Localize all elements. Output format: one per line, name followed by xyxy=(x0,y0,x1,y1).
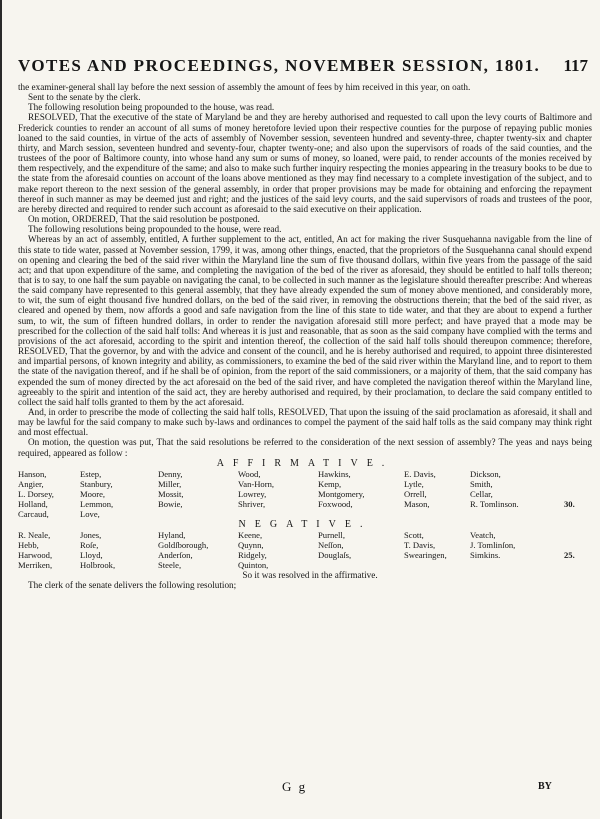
paragraph: Whereas by an act of assembly, entitled, A further supplement to the act, entitled, An act for making the river Susquehanna navigable from the line of this state to tide water, passed at November session, 1799, it was, among other things, enacted, that the proprietors of the Susquehanna canal should expend on opening and clearing the bed of the said river within the Maryland line the sum of five thousand dollars, within five years from the passage of the said act; and that upon expenditure of the same, and completing the navigation of the bed of the river as aforesaid, they should be entitled to half tolls thereon; that is to say, to one half the sum payable on navigating the canal, to be collected in such manner as the legislature should thereafter prescribe: And whereas the said company have represented to this general assembly, that they have already expended the sum of money above mentioned, and considerably more, to wit, the sum of eight thousand five hundred dollars, on the bed of the said river, in removing the obstructions therein; that the bed of the said river, as cleared and opened by them, now affords a good and safe navigation from the line of this state to tide water, and that they are about to expend a further sum, to wit, the sum of fifteen hundred dollars, in order to render the navigation aforesaid still more perfect; and have prayed that a mode may be prescribed for the collection of the said half tolls: And whereas it is just and reasonable, that as soon as the said company have complied with the terms and provisions of the act aforesaid, according to the spirit and intention thereof, the collection of the said half tolls should thereupon commence; therefore, RESOLVED, That the governor, by and with the advice and consent of the council, and he is hereby authorised and required, to appoint three disinterested and impartial persons, of known integrity and ability, as commissioners, to examine the bed of the said river within the Maryland line, and to report to them the state of the navigation thereof, and if he shall be of opinion, from the report of the said commissioners, or a majority of them, that the said company has expended the sum of money directed by the act aforesaid on the bed of the said river, and have completed the navigation thereof within the Maryland line, agreeably to the spirit and intention of the said act, they are hereby authorised and required, by their proclamation, to declare the said company entitled to collect the said half tolls granted to them by the act aforesaid. xyxy=(18,234,592,407)
affirmative-heading: AFFIRMATIVE. xyxy=(216,457,394,469)
member-name: Goldſborough, xyxy=(158,540,209,551)
member-name: Anderſon, xyxy=(158,550,193,561)
member-name: Simkins. xyxy=(470,550,501,561)
member-name: Montgomery, xyxy=(318,488,365,499)
member-name: Ridgely, xyxy=(238,550,267,561)
member-name: Mason, xyxy=(404,498,430,509)
paragraph: The following resolution being propounded to the house, was read. xyxy=(28,102,275,113)
member-name: Holland, xyxy=(18,498,48,509)
vote-row xyxy=(18,530,592,540)
member-name: L. Dorsey, xyxy=(18,488,54,499)
member-name: Shriver, xyxy=(238,498,266,509)
vote-tally xyxy=(564,509,592,519)
member-name: Hanson, xyxy=(18,468,47,479)
member-name: Purnell, xyxy=(318,530,345,541)
member-name: Jones, xyxy=(80,530,102,541)
member-name: Van-Horn, xyxy=(238,478,275,489)
page-title: VOTES AND PROCEEDINGS, NOVEMBER SESSION, 1801. xyxy=(18,56,541,75)
catchword: BY xyxy=(538,781,552,792)
member-name: Wood, xyxy=(238,468,261,479)
member-name: J. Tomlinſon, xyxy=(470,540,516,551)
vote-tally xyxy=(564,479,592,489)
vote-tally: 25. xyxy=(564,550,575,561)
vote-row xyxy=(18,550,592,560)
member-name: Miller, xyxy=(158,478,182,489)
paragraph: And, in order to prescribe the mode of collecting the said half tolls, RESOLVED, That upon the issuing of the said proclamation as aforesaid, it shall and may be lawful for the said company to make such by-laws and ordinances to compel the payment of the said half tolls as the said company may think right and most effectual. xyxy=(18,407,592,438)
member-name: Scott, xyxy=(404,530,424,541)
negative-vote-table xyxy=(18,530,592,570)
member-name: Lytle, xyxy=(404,478,424,489)
vote-row xyxy=(18,560,592,570)
paragraph: On motion, ORDERED, That the said resolution be postponed. xyxy=(28,214,260,225)
member-name: Roſe, xyxy=(80,540,99,551)
paragraph: Sent to the senate by the clerk. xyxy=(28,92,141,103)
vote-tally xyxy=(564,560,592,570)
paragraph: The following resolutions being propounded to the house, were read. xyxy=(28,224,282,235)
vote-row xyxy=(18,509,592,519)
member-name: Douglaſs, xyxy=(318,550,352,561)
member-name: Smith, xyxy=(470,478,493,489)
vote-tally xyxy=(564,530,592,540)
member-name: Angier, xyxy=(18,478,44,489)
member-name: Holbrook, xyxy=(80,560,116,571)
member-name: E. Davis, xyxy=(404,468,436,479)
member-name: Orrell, xyxy=(404,488,427,499)
member-name: Neſſon, xyxy=(318,540,344,551)
page-number: 117 xyxy=(563,56,588,75)
body-text xyxy=(18,82,592,590)
vote-tally: 30. xyxy=(564,498,575,509)
signature-mark: G g xyxy=(282,779,308,794)
member-name: R. Tomlinson. xyxy=(470,498,519,509)
vote-row xyxy=(18,499,592,509)
member-name: Carcaud, xyxy=(18,508,49,519)
vote-row xyxy=(18,540,592,550)
member-name: Lloyd, xyxy=(80,550,103,561)
member-name: Dickson, xyxy=(470,468,501,479)
member-name: Bowie, xyxy=(158,498,183,509)
member-name xyxy=(318,509,404,519)
member-name xyxy=(404,560,470,570)
member-name xyxy=(158,509,238,519)
affirmative-vote-table xyxy=(18,469,592,519)
member-name xyxy=(470,560,564,570)
member-name: Quinton, xyxy=(238,560,269,571)
member-name: Hyland, xyxy=(158,530,186,541)
member-name: Moore, xyxy=(80,488,106,499)
negative-heading: NEGATIVE. xyxy=(238,518,372,530)
member-name xyxy=(238,509,318,519)
member-name: Veatch, xyxy=(470,530,496,541)
vote-tally xyxy=(564,540,592,550)
member-name: T. Davis, xyxy=(404,540,436,551)
member-name: Estep, xyxy=(80,468,102,479)
member-name: Quynn, xyxy=(238,540,264,551)
member-name xyxy=(404,509,470,519)
running-header xyxy=(18,56,590,78)
member-name: Mossit, xyxy=(158,488,184,499)
vote-tally xyxy=(564,469,592,479)
vote-row xyxy=(18,479,592,489)
member-name xyxy=(318,560,404,570)
member-name: Kemp, xyxy=(318,478,342,489)
member-name: Lemmon, xyxy=(80,498,114,509)
member-name xyxy=(470,509,564,519)
member-name: Merriken, xyxy=(18,560,53,571)
member-name: Stanbury, xyxy=(80,478,113,489)
member-name: Keene, xyxy=(238,530,263,541)
member-name: Cellar, xyxy=(470,488,493,499)
member-name: Swearingen, xyxy=(404,550,447,561)
member-name: Steele, xyxy=(158,560,182,571)
member-name: R. Neale, xyxy=(18,530,51,541)
paragraph: On motion, the question was put, That the said resolutions be referred to the consideration of the next session of assembly? The yeas and nays being required, appeared as follow : xyxy=(18,437,592,458)
member-name: Hawkins, xyxy=(318,468,351,479)
member-name: Hebb, xyxy=(18,540,39,551)
member-name: Foxwood, xyxy=(318,498,353,509)
member-name: Harwood, xyxy=(18,550,53,561)
paragraph: RESOLVED, That the executive of the state of Maryland be and they are hereby authorised and requested to call upon the levy courts of Baltimore and Frederick counties to render an account of all sums of money heretofore levied upon their respective counties for the purpose of repaying public monies loaned to the said counties, in virtue of the acts of assembly of November session, seventeen hundred and seventy-three, chapter twenty-six and chapter thirty, and March session, seventeen hundred and seventy-four, chapter twenty-one; and also upon the supervisors of roads of the said counties, and the trustees of the poor of Baltimore county, into whose hand any sum or sums of money, so loaned, were paid, to render accounts of the monies received by them respectively, and the expenditure of the same; and also to make such further inquiry respecting the monies appearing in the treasury books to be due to the state from the aforesaid counties on account of the loans above mentioned as they may find necessary to a complete investigation of the subject, and to make report thereon to the next session of the general assembly, in order that proper provisions may be made for obtaining and enforcing the repayment thereof in such manner as may be deemed just and right; and the justices of the said levy courts, and the said supervisors of roads and trustees of the poor, are hereby directed and required to render such account as aforesaid to the said executive on their application. xyxy=(18,112,592,214)
member-name: Denny, xyxy=(158,468,183,479)
member-name: Lowrey, xyxy=(238,488,267,499)
vote-row xyxy=(18,489,592,499)
vote-tally xyxy=(564,489,592,499)
paragraph: the examiner-general shall lay before the next session of assembly the amount of fees by him received in this year, on oath. xyxy=(18,82,471,92)
member-name: Love, xyxy=(80,508,100,519)
vote-row xyxy=(18,469,592,479)
resolution-outcome: So it was resolved in the affirmative. xyxy=(242,570,378,581)
paragraph: The clerk of the senate delivers the following resolution; xyxy=(28,580,237,591)
